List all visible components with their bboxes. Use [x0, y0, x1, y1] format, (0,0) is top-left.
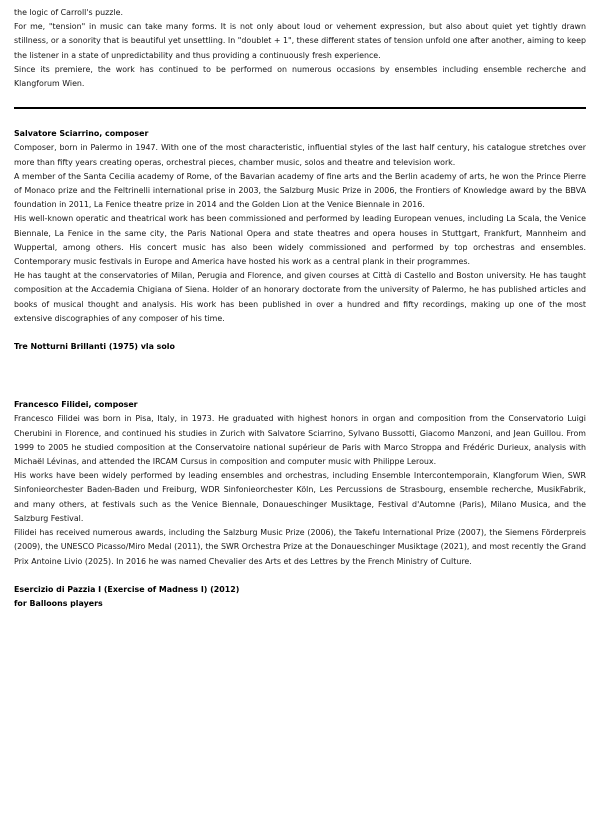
work-subtitle-balloons-players: for Balloons players — [14, 598, 103, 608]
section-divider — [14, 107, 586, 109]
sciarrino-paragraph-2: A member of the Santa Cecilia academy of Rome, of the Bavarian academy of fine arts and the Berlin academy of arts, he won the Prince Pierre of Monaco prize and the Feltrinelli international prise in 2003, the Salzburg Music Prize in 2006, the Frontiers of Knowledge award by the BBVA foundation in 2011, La Fenice theatre prize in 2014 and the Golden Lion at the Venice Biennale in 2016. — [14, 171, 586, 210]
intro-paragraph-2: For me, "tension" in music can take many forms. It is not only about loud or vehement expression, but also about quiet yet tightly drawn stillness, or a sonority that is beautiful yet unsettling. In "doublet + 1", these different states of tension unfold one after another, aiming to keep the listener in a state of unpredictability and thus providing a continuously fresh experience. — [14, 22, 586, 60]
spacer-between-sections — [14, 354, 586, 376]
filidei-paragraph-1: Francesco Filidei was born in Pisa, Italy, in 1973. He graduated with highest honors in organ and composition from the Conservatorio Luigi Cherubini in Florence, and continued his studies in Zurich with Salvatore Sciarrino, Sylvano Bussotti, Giacomo Manzoni, and Jean Guillou. From 1999 to 2005 he studied composition at the Conservatoire national supérieur de Paris with Marco Stroppa and Frédéric Durieux, analysis with Michaël Lévinas, and attended the IRCAM Cursus in composition and computer music with Philippe Leroux. — [14, 414, 586, 467]
composer-heading-filidei: Francesco Filidei, composer — [14, 400, 138, 410]
intro-paragraph-1: the logic of Carroll's puzzle. — [14, 8, 124, 17]
filidei-paragraph-3: Filidei has received numerous awards, including the Salzburg Music Prize (2006), the Takefu International Prize (2007), the Siemens Förderpreis (2009), the UNESCO Picasso/Miro Medal (2011), the SWR Orchestra Prize at the Donaueschinger Musiktage (2021), and most recently the Grand Prix Antoine Livio (2025). In 2016 he was named Chevalier des Arts et des Lettres by the French Ministry of Culture. — [14, 528, 586, 566]
intro-section — [14, 6, 586, 91]
spacer-before-work-title-1 — [14, 326, 586, 340]
spacer-before-work-title-2 — [14, 569, 586, 583]
sciarrino-paragraph-3: His well-known operatic and theatrical work has been commissioned and performed by leading European venues, including La Scala, the Venice Biennale, La Fenice in the same city, the Paris National Opera and state theatres and opera houses in Stuttgart, Frankfurt, Mannheim and Wuppertal, among others. His concert music has also been widely commissioned and performed by top orchestras and ensembles. Contemporary music festivals in Europe and America have hosted his work as a central plank in their programmes. — [14, 214, 586, 267]
filidei-paragraph-2: His works have been widely performed by leading ensembles and orchestras, including Ensemble Intercontemporain, Klangforum Wien, SWR Sinfonieorchester Baden-Baden und Freiburg, WDR Sinfonieorchester Köln, Les Percussions de Strasbourg, ensemble recherche, MusikFabrik, and many others, at festivals such as the Venice Biennale, Donaueschinger Musiktage, Festival d'Automne (Paris), Milano Musica, and the Salzburg Festival. — [14, 471, 586, 523]
sciarrino-paragraph-4: He has taught at the conservatories of Milan, Perugia and Florence, and given courses at Città di Castello and Boston university. He has taught composition at the Accademia Chigiana of Siena. Holder of an honorary doctorate from the university of Palermo, he has published articles and books of musical thought and analysis. His work has been published in over a hundred and fifty recordings, making up one of the most extensive discographies of any composer of his time. — [14, 271, 586, 323]
work-title-tre-notturni-brillanti: Tre Notturni Brillanti (1975) vla solo — [14, 342, 175, 352]
spacer-between-sections-2 — [14, 376, 586, 398]
composer-section-filidei — [14, 398, 586, 611]
sciarrino-paragraph-1: Composer, born in Palermo in 1947. With one of the most characteristic, influential styles of the last half century, his catalogue stretches over more than fifty years creating operas, orchestral pieces, chamber music, solos and theatre and television work. — [14, 143, 586, 167]
work-title-esercizio-di-pazzia: Esercizio di Pazzia I (Exercise of Madness I) (2012) — [14, 584, 240, 594]
intro-paragraph-3: Since its premiere, the work has continued to be performed on numerous occasions by ensembles including ensemble recherche and Klangforum Wien. — [14, 64, 586, 89]
composer-heading-sciarrino: Salvatore Sciarrino, composer — [14, 129, 149, 139]
composer-section-sciarrino — [14, 127, 586, 354]
